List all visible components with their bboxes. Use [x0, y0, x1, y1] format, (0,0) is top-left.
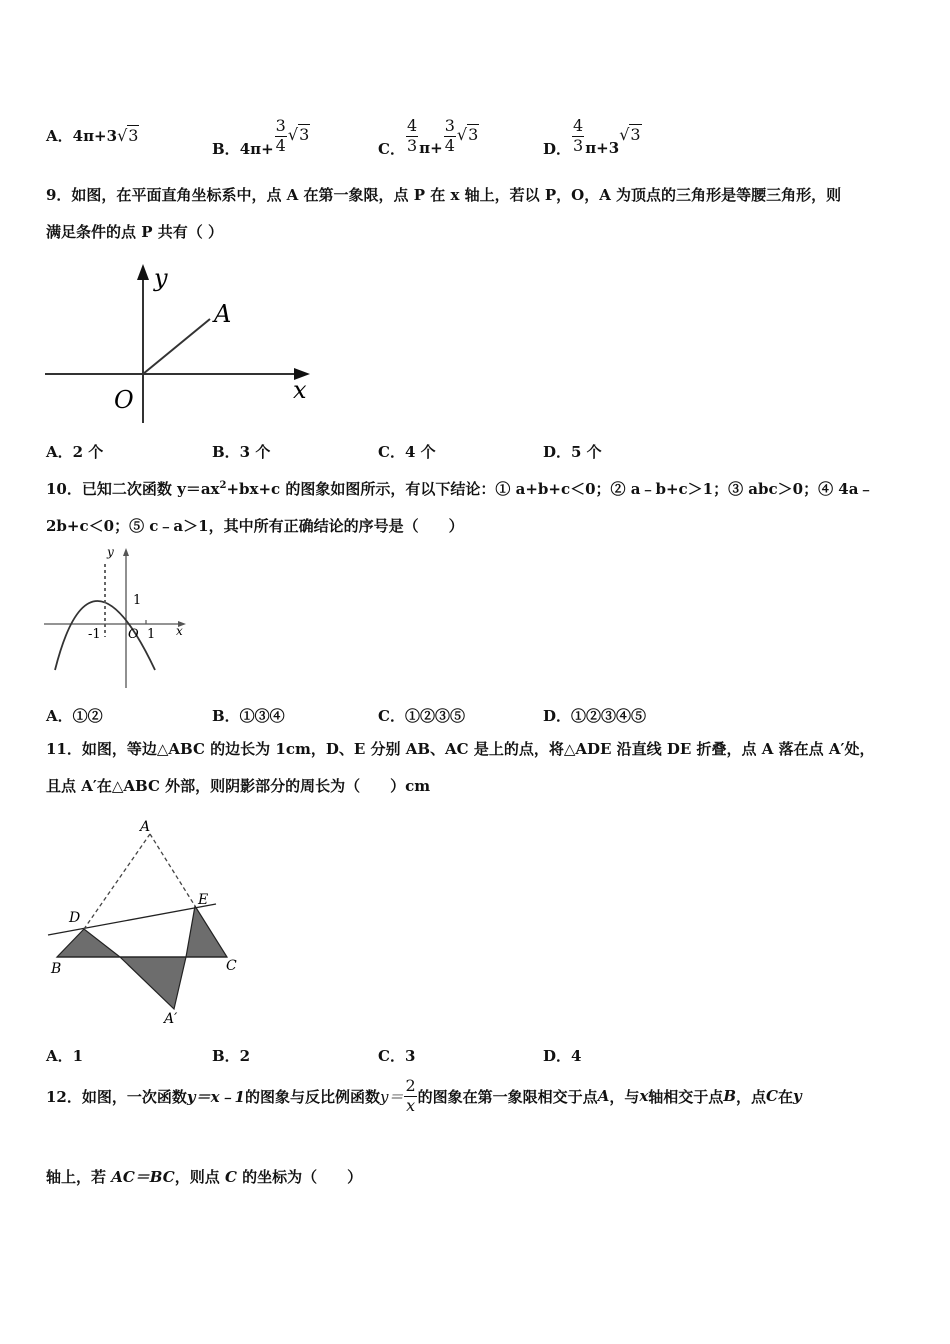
- q8-option-d-fraction: $\frac{4}{3}$: [573, 115, 584, 155]
- q10-option-d: D．①②③④⑤: [543, 707, 647, 725]
- q11-label-c: C: [226, 958, 237, 974]
- q11-label-e: E: [198, 892, 209, 908]
- q10-x-one-label: 1: [147, 627, 156, 642]
- q9-o-label: O: [114, 386, 134, 414]
- q11-option-a: A．1: [46, 1047, 84, 1065]
- q10-option-c: C．①②③⑤: [378, 707, 465, 725]
- q8-option-d-label: D．: [543, 139, 572, 158]
- q9-option-b: B．3 个: [212, 443, 271, 461]
- q10-o-label: O: [128, 627, 139, 642]
- q10-line-1: 10．已知二次函数 $y=ax^2+bx+c$ 的图象如图所示，有以下结论：① a+b+c＜0；② a﹣b+c＞1；③ abc＞0；④ 4a﹣: [46, 480, 874, 498]
- q8-option-c-mid: π+: [419, 139, 443, 157]
- q9-y-arrow-icon: [137, 264, 149, 280]
- q9-ray-oa: [143, 319, 210, 374]
- q12-line-2: 轴上，若 AC＝BC，则点 C 的坐标为（ ）: [46, 1168, 363, 1186]
- q8-option-b-fraction: $\frac{3}{4}$: [275, 115, 286, 155]
- q9-stem: [46, 177, 906, 251]
- q9-option-c: C．4 个: [378, 443, 436, 461]
- q12-line-1: 12．如图，一次函数y＝x﹣1的图象与反比例函数y＝ $\frac{2}{x}$ 的图象在第一象限相交于点A，与x轴相交于点B，点C在y: [46, 1076, 802, 1115]
- q8-option-a: [46, 125, 139, 146]
- sqrt-icon: √3: [287, 125, 310, 144]
- q8-option-b: [212, 101, 310, 159]
- q8-option-d: [543, 101, 642, 159]
- q8-option-c-fraction-2: $\frac{3}{4}$: [444, 115, 455, 155]
- q11-dashed-ae: [150, 834, 195, 906]
- q11-shadow-left: [57, 929, 120, 957]
- q10-one-label: 1: [133, 593, 142, 608]
- q11-shadow-right: [186, 906, 227, 957]
- q10-parabola-curve: [55, 601, 155, 670]
- q8-option-d-post: π+3: [585, 139, 620, 157]
- q10-option-a: A．①②: [46, 707, 103, 725]
- q8-option-c: [378, 101, 479, 159]
- q11-option-b: B．2: [212, 1047, 251, 1065]
- q9-option-d: D．5 个: [543, 443, 602, 461]
- q10-stem: [46, 467, 906, 545]
- q9-option-a: A．2 个: [46, 443, 104, 461]
- q8-option-b-pre: 4π+: [239, 139, 274, 158]
- q9-y-label: y: [154, 264, 168, 292]
- q11-line-1: 11．如图，等边△ABC 的边长为 1cm，D、E 分别 AB、AC 是上的点，将△ADE 沿直线 DE 折叠，点 A 落在点 A′处，: [46, 740, 875, 758]
- q11-label-b: B: [51, 961, 62, 977]
- q10-x-label: x: [176, 624, 183, 638]
- q10-y-label: y: [107, 545, 114, 559]
- q9-line-1: 9．如图，在平面直角坐标系中，点 A 在第一象限，点 P 在 x 轴上，若以 P，O，A 为顶点的三角形是等腰三角形，则: [46, 186, 842, 204]
- q9-coordinate-figure: [40, 258, 330, 428]
- sqrt-icon: √3: [619, 125, 641, 144]
- q11-line-2: 且点 A′在△ABC 外部，则阴影部分的周长为（ ）cm: [46, 777, 431, 795]
- q11-triangle-figure: [40, 812, 250, 1032]
- sqrt-icon: √3: [117, 126, 139, 145]
- q11-dashed-ad: [84, 834, 150, 929]
- q10-option-b: B．①③④: [212, 707, 285, 725]
- q8-option-a-pre: 4π+3: [72, 127, 118, 145]
- q11-stem: [46, 731, 906, 805]
- q11-label-d: D: [69, 910, 81, 926]
- sqrt-icon: √3: [456, 125, 479, 144]
- q12-inverse-function: y＝ $\frac{2}{x}$: [380, 1076, 416, 1115]
- q10-line-2: 2b+c＜0；⑤ c﹣a＞1，其中所有正确结论的序号是（ ）: [46, 517, 464, 535]
- q8-option-c-label: C．: [378, 139, 405, 158]
- q10-neg-one-label: -1: [88, 627, 101, 642]
- q9-a-label: A: [214, 300, 232, 328]
- q10-y-arrow-icon: [123, 548, 129, 556]
- q9-x-label: x: [293, 376, 307, 404]
- q11-label-a-prime: A′: [164, 1011, 178, 1027]
- q8-option-c-fraction-1: $\frac{4}{3}$: [406, 115, 418, 155]
- q11-option-c: C．3: [378, 1047, 416, 1065]
- q8-option-b-label: B．: [212, 139, 240, 158]
- q8-option-a-label: A．: [46, 127, 73, 145]
- q9-line-2: 满足条件的点 P 共有（ ）: [46, 223, 223, 241]
- q10-parabola-figure: [40, 542, 200, 694]
- q11-shadow-bottom: [120, 957, 186, 1009]
- q11-option-d: D．4: [543, 1047, 582, 1065]
- q11-label-a: A: [140, 819, 151, 835]
